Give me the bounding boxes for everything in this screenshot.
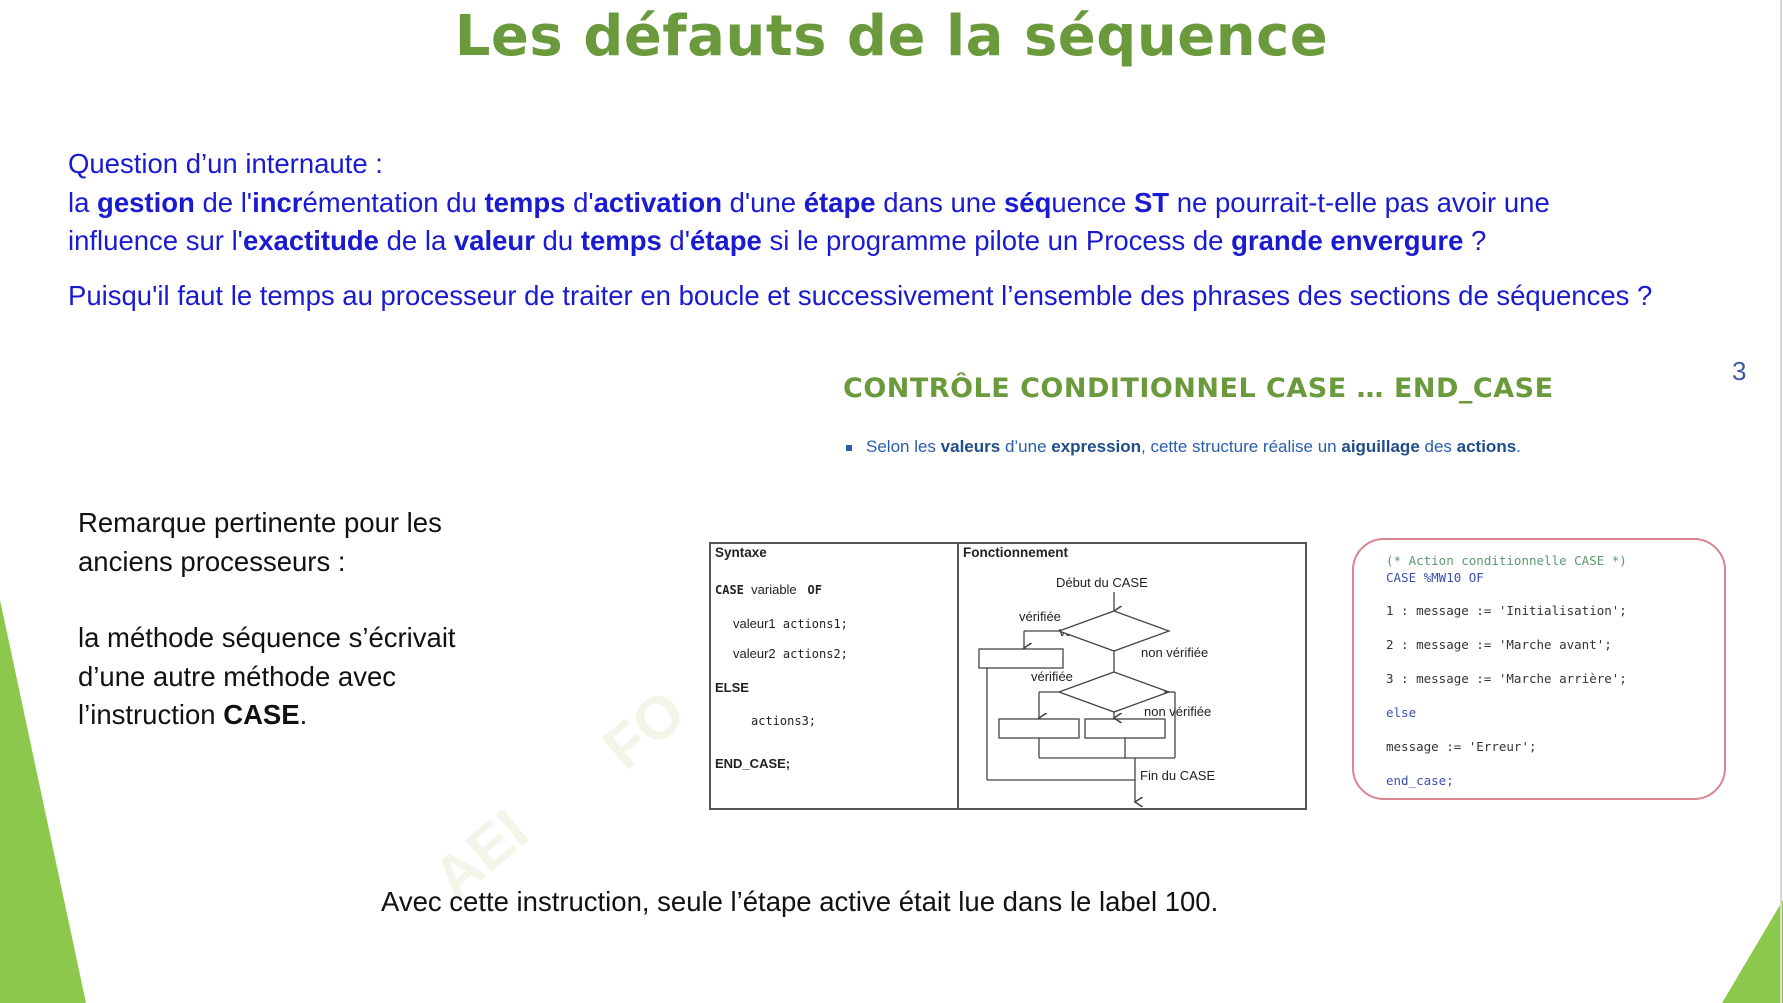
control-bullet-run: Selon les	[866, 437, 941, 456]
watermark: FO	[590, 677, 698, 783]
question-line-2-run: si le programme pilote un Process de	[761, 225, 1232, 256]
control-bullet-run: actions	[1456, 437, 1517, 456]
question-block	[68, 145, 1758, 315]
control-bullet-run: .	[1516, 437, 1521, 456]
question-line-2-run: grande envergure	[1231, 225, 1464, 256]
remark-line-3: la méthode séquence s’écrivait	[78, 622, 456, 653]
control-bullet-run: d’une	[1000, 437, 1052, 456]
syntax-value1-line	[733, 616, 848, 631]
flow-box-actions-1	[979, 649, 1063, 668]
remark-line-5-suffix: .	[299, 699, 308, 730]
code-comment: (* Action conditionnelle CASE *)	[1386, 553, 1627, 568]
question-line-1	[68, 184, 1758, 223]
code-line-4: message := 'Erreur';	[1386, 739, 1537, 754]
code-example-box	[1352, 538, 1726, 800]
question-line-1-run: de l'	[194, 186, 253, 218]
control-bullet-run: , cette structure réalise un	[1141, 437, 1342, 456]
syntax-variable: variable	[751, 582, 797, 597]
code-line-3: 3 : message := 'Marche arrière';	[1386, 671, 1627, 686]
code-else: else	[1386, 705, 1417, 720]
question-line-2-run: temps	[580, 225, 662, 256]
conclusion-text: Avec cette instruction, seule l’étape active était lue dans le label 100.	[381, 886, 1219, 917]
syntax-end-case: END_CASE;	[715, 756, 791, 771]
remark-line-1: Remarque pertinente pour les	[78, 507, 442, 538]
question-line-1-run: temps	[484, 186, 566, 218]
remark-line-5	[78, 696, 518, 735]
control-title: CONTRÔLE CONDITIONNEL CASE … END_CASE	[843, 373, 1554, 404]
question-line-2-run: exactitude	[242, 225, 379, 256]
question-line-1-run: uence	[1051, 186, 1134, 218]
code-end-case: end_case;	[1386, 773, 1454, 788]
syntax-case-keyword: CASE	[715, 583, 744, 597]
left-green-triangle	[0, 600, 86, 1003]
question-line-2-run: valeur	[453, 225, 535, 256]
flow-not-verified-2: non vérifiée	[1144, 704, 1212, 719]
question-line-2-run: de la	[378, 225, 454, 256]
question-line-2-run: ?	[1463, 225, 1487, 256]
watermark: AEI	[420, 796, 541, 913]
question-line-1-run: gestion	[97, 186, 195, 218]
cut-off-page-number: 3	[1732, 356, 1747, 386]
remark-block	[78, 504, 518, 735]
remark-line-5-prefix: l’instruction	[78, 699, 224, 730]
syntax-value2-line	[733, 646, 848, 661]
question-line-1-run: émentation du	[302, 186, 485, 218]
control-bullet-text	[866, 437, 1521, 456]
control-bullet-run: aiguillage	[1341, 437, 1420, 456]
remark-line-5-bold: CASE	[223, 699, 300, 730]
syntax-else: ELSE	[715, 680, 749, 695]
question-line-2	[68, 222, 1758, 261]
flow-end: Fin du CASE	[1140, 768, 1216, 783]
syntax-case-line	[715, 582, 822, 597]
syntax-of-keyword: OF	[807, 583, 822, 597]
syntax-actions2: actions2;	[782, 647, 848, 661]
remark-line-2: anciens processeurs :	[78, 545, 346, 577]
flow-verified-1: vérifiée	[1019, 609, 1061, 624]
question-intro: Question d’un internaute :	[68, 148, 383, 179]
flow-verified-2: vérifiée	[1031, 669, 1073, 684]
code-line-1: 1 : message := 'Initialisation';	[1386, 603, 1627, 618]
question-line-1-run: incr	[252, 186, 303, 218]
case-figure	[709, 542, 1307, 810]
right-green-triangle	[1722, 900, 1783, 1003]
syntax-header: Syntaxe	[715, 545, 767, 560]
question-line-2-run: du	[534, 225, 581, 256]
case-flowchart	[959, 544, 1307, 810]
slide-title: Les défauts de la séquence	[454, 4, 1329, 69]
flow-box-actions-2	[999, 719, 1079, 738]
remark-line-4: d’une autre méthode avec	[78, 660, 396, 692]
question-line-3: Puisqu'il faut le temps au processeur de traiter en boucle et successivement l’ensemble des phrases des sections de séquences ?	[68, 279, 1653, 311]
functioning-header: Fonctionnement	[963, 545, 1068, 560]
control-bullet-run: valeurs	[940, 437, 1001, 456]
bullet-square-icon	[846, 445, 852, 451]
code-case-line: CASE %MW10 OF	[1386, 570, 1484, 585]
question-line-1-run: étape	[803, 186, 876, 218]
question-line-2-run: étape	[689, 225, 762, 256]
question-line-1-run: séq	[1004, 186, 1052, 218]
syntax-value1: valeur1	[733, 616, 776, 631]
question-line-1-run: la	[68, 186, 98, 218]
question-line-1-run: ST	[1133, 186, 1170, 218]
flow-not-verified-1: non vérifiée	[1141, 645, 1209, 660]
syntax-column	[715, 544, 953, 808]
question-line-1-run: activation	[593, 186, 722, 218]
code-line-2: 2 : message := 'Marche avant';	[1386, 637, 1612, 652]
question-line-2-run: influence sur l'	[68, 225, 243, 256]
question-line-2-run: d'	[661, 225, 690, 256]
question-line-1-run: d'une	[722, 186, 804, 218]
syntax-actions3: actions3;	[751, 714, 817, 728]
syntax-value2: valeur2	[733, 646, 776, 661]
question-line-1-run: dans une	[875, 186, 1004, 218]
control-bullet-run: des	[1419, 437, 1457, 456]
flow-box-actions-3	[1085, 719, 1165, 738]
control-bullet	[846, 437, 1521, 457]
control-bullet-run: expression	[1051, 437, 1142, 456]
question-line-1-run: ne pourrait-t-elle pas avoir une	[1169, 186, 1550, 218]
question-line-1-run: d'	[565, 186, 594, 218]
syntax-actions1: actions1;	[782, 617, 848, 631]
flow-start: Début du CASE	[1056, 575, 1148, 590]
